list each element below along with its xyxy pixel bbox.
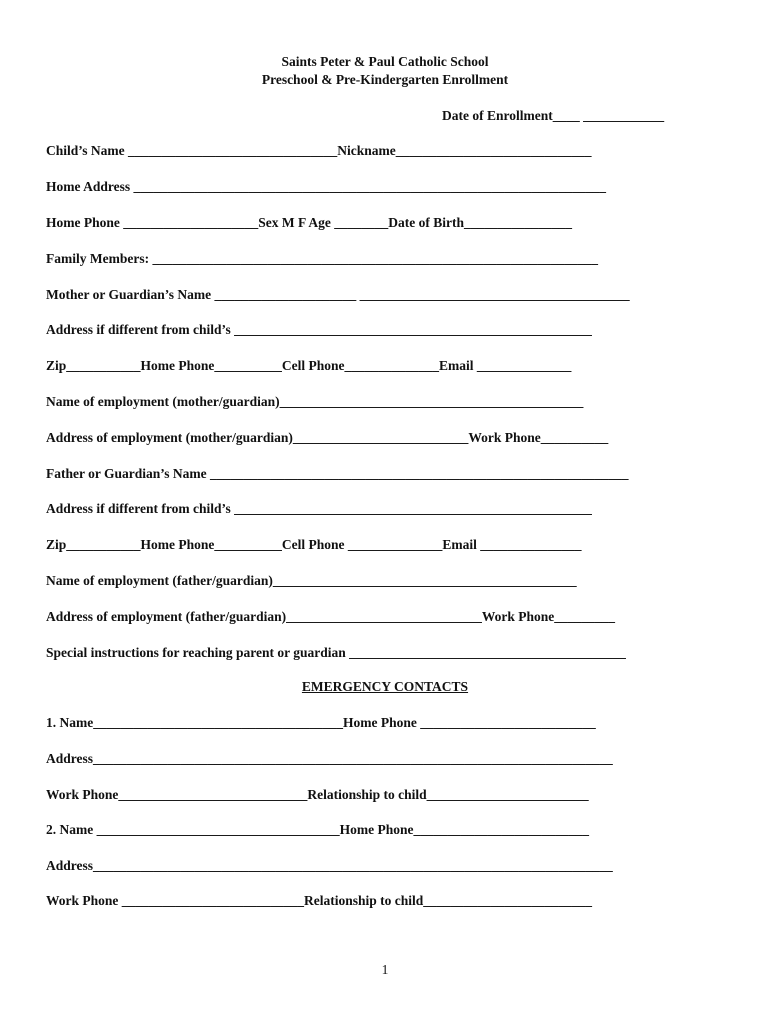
page-number: 1 bbox=[381, 962, 389, 977]
childs-name-nickname-field[interactable]: Child’s Name _______________________________Nickname_____________________________ bbox=[46, 143, 592, 158]
emergency-1-work-phone-relationship-field[interactable]: Work Phone____________________________Relationship to child________________________ bbox=[46, 787, 589, 802]
home-address-field[interactable]: Home Address ______________________________________________________________________ bbox=[46, 179, 607, 194]
father-address-field[interactable]: Address if different from child’s _____________________________________________________ bbox=[46, 501, 592, 516]
father-contact-field[interactable]: Zip___________Home Phone__________Cell Phone ______________Email _______________ bbox=[46, 537, 582, 552]
emergency-1-name-phone-field[interactable]: 1. Name_____________________________________Home Phone __________________________ bbox=[46, 715, 596, 730]
mother-guardian-name-field[interactable]: Mother or Guardian’s Name _____________________ ________________________________________ bbox=[46, 287, 630, 302]
emergency-2-name-phone-field[interactable]: 2. Name ____________________________________Home Phone__________________________ bbox=[46, 822, 589, 837]
mother-contact-field[interactable]: Zip___________Home Phone__________Cell Phone______________Email ______________ bbox=[46, 358, 572, 373]
school-name: Saints Peter & Paul Catholic School bbox=[281, 54, 489, 69]
date-of-enrollment-field[interactable]: Date of Enrollment____ ____________ bbox=[442, 108, 665, 123]
father-employment-address-field[interactable]: Address of employment (father/guardian)_____________________________Work Phone_________ bbox=[46, 609, 615, 624]
home-phone-sex-age-dob-field[interactable]: Home Phone ____________________Sex M F Age ________Date of Birth________________ bbox=[46, 215, 572, 230]
father-employment-name-field[interactable]: Name of employment (father/guardian)_____________________________________________ bbox=[46, 573, 577, 588]
emergency-2-address-field[interactable]: Address_____________________________________________________________________________ bbox=[46, 858, 613, 873]
family-members-field[interactable]: Family Members: __________________________________________________________________ bbox=[46, 251, 598, 266]
emergency-contacts-heading: EMERGENCY CONTACTS bbox=[301, 679, 469, 694]
mother-employment-name-field[interactable]: Name of employment (mother/guardian)_____________________________________________ bbox=[46, 394, 584, 409]
father-guardian-name-field[interactable]: Father or Guardian’s Name ______________________________________________________________ bbox=[46, 466, 629, 481]
emergency-1-address-field[interactable]: Address_____________________________________________________________________________ bbox=[46, 751, 613, 766]
form-title: Preschool & Pre-Kindergarten Enrollment bbox=[261, 72, 509, 87]
mother-employment-address-field[interactable]: Address of employment (mother/guardian)__________________________Work Phone__________ bbox=[46, 430, 609, 445]
special-instructions-field[interactable]: Special instructions for reaching parent or guardian _________________________________________ bbox=[46, 645, 626, 660]
emergency-2-work-phone-relationship-field[interactable]: Work Phone ___________________________Relationship to child_________________________ bbox=[46, 893, 593, 908]
mother-address-field[interactable]: Address if different from child’s _____________________________________________________ bbox=[46, 322, 592, 337]
